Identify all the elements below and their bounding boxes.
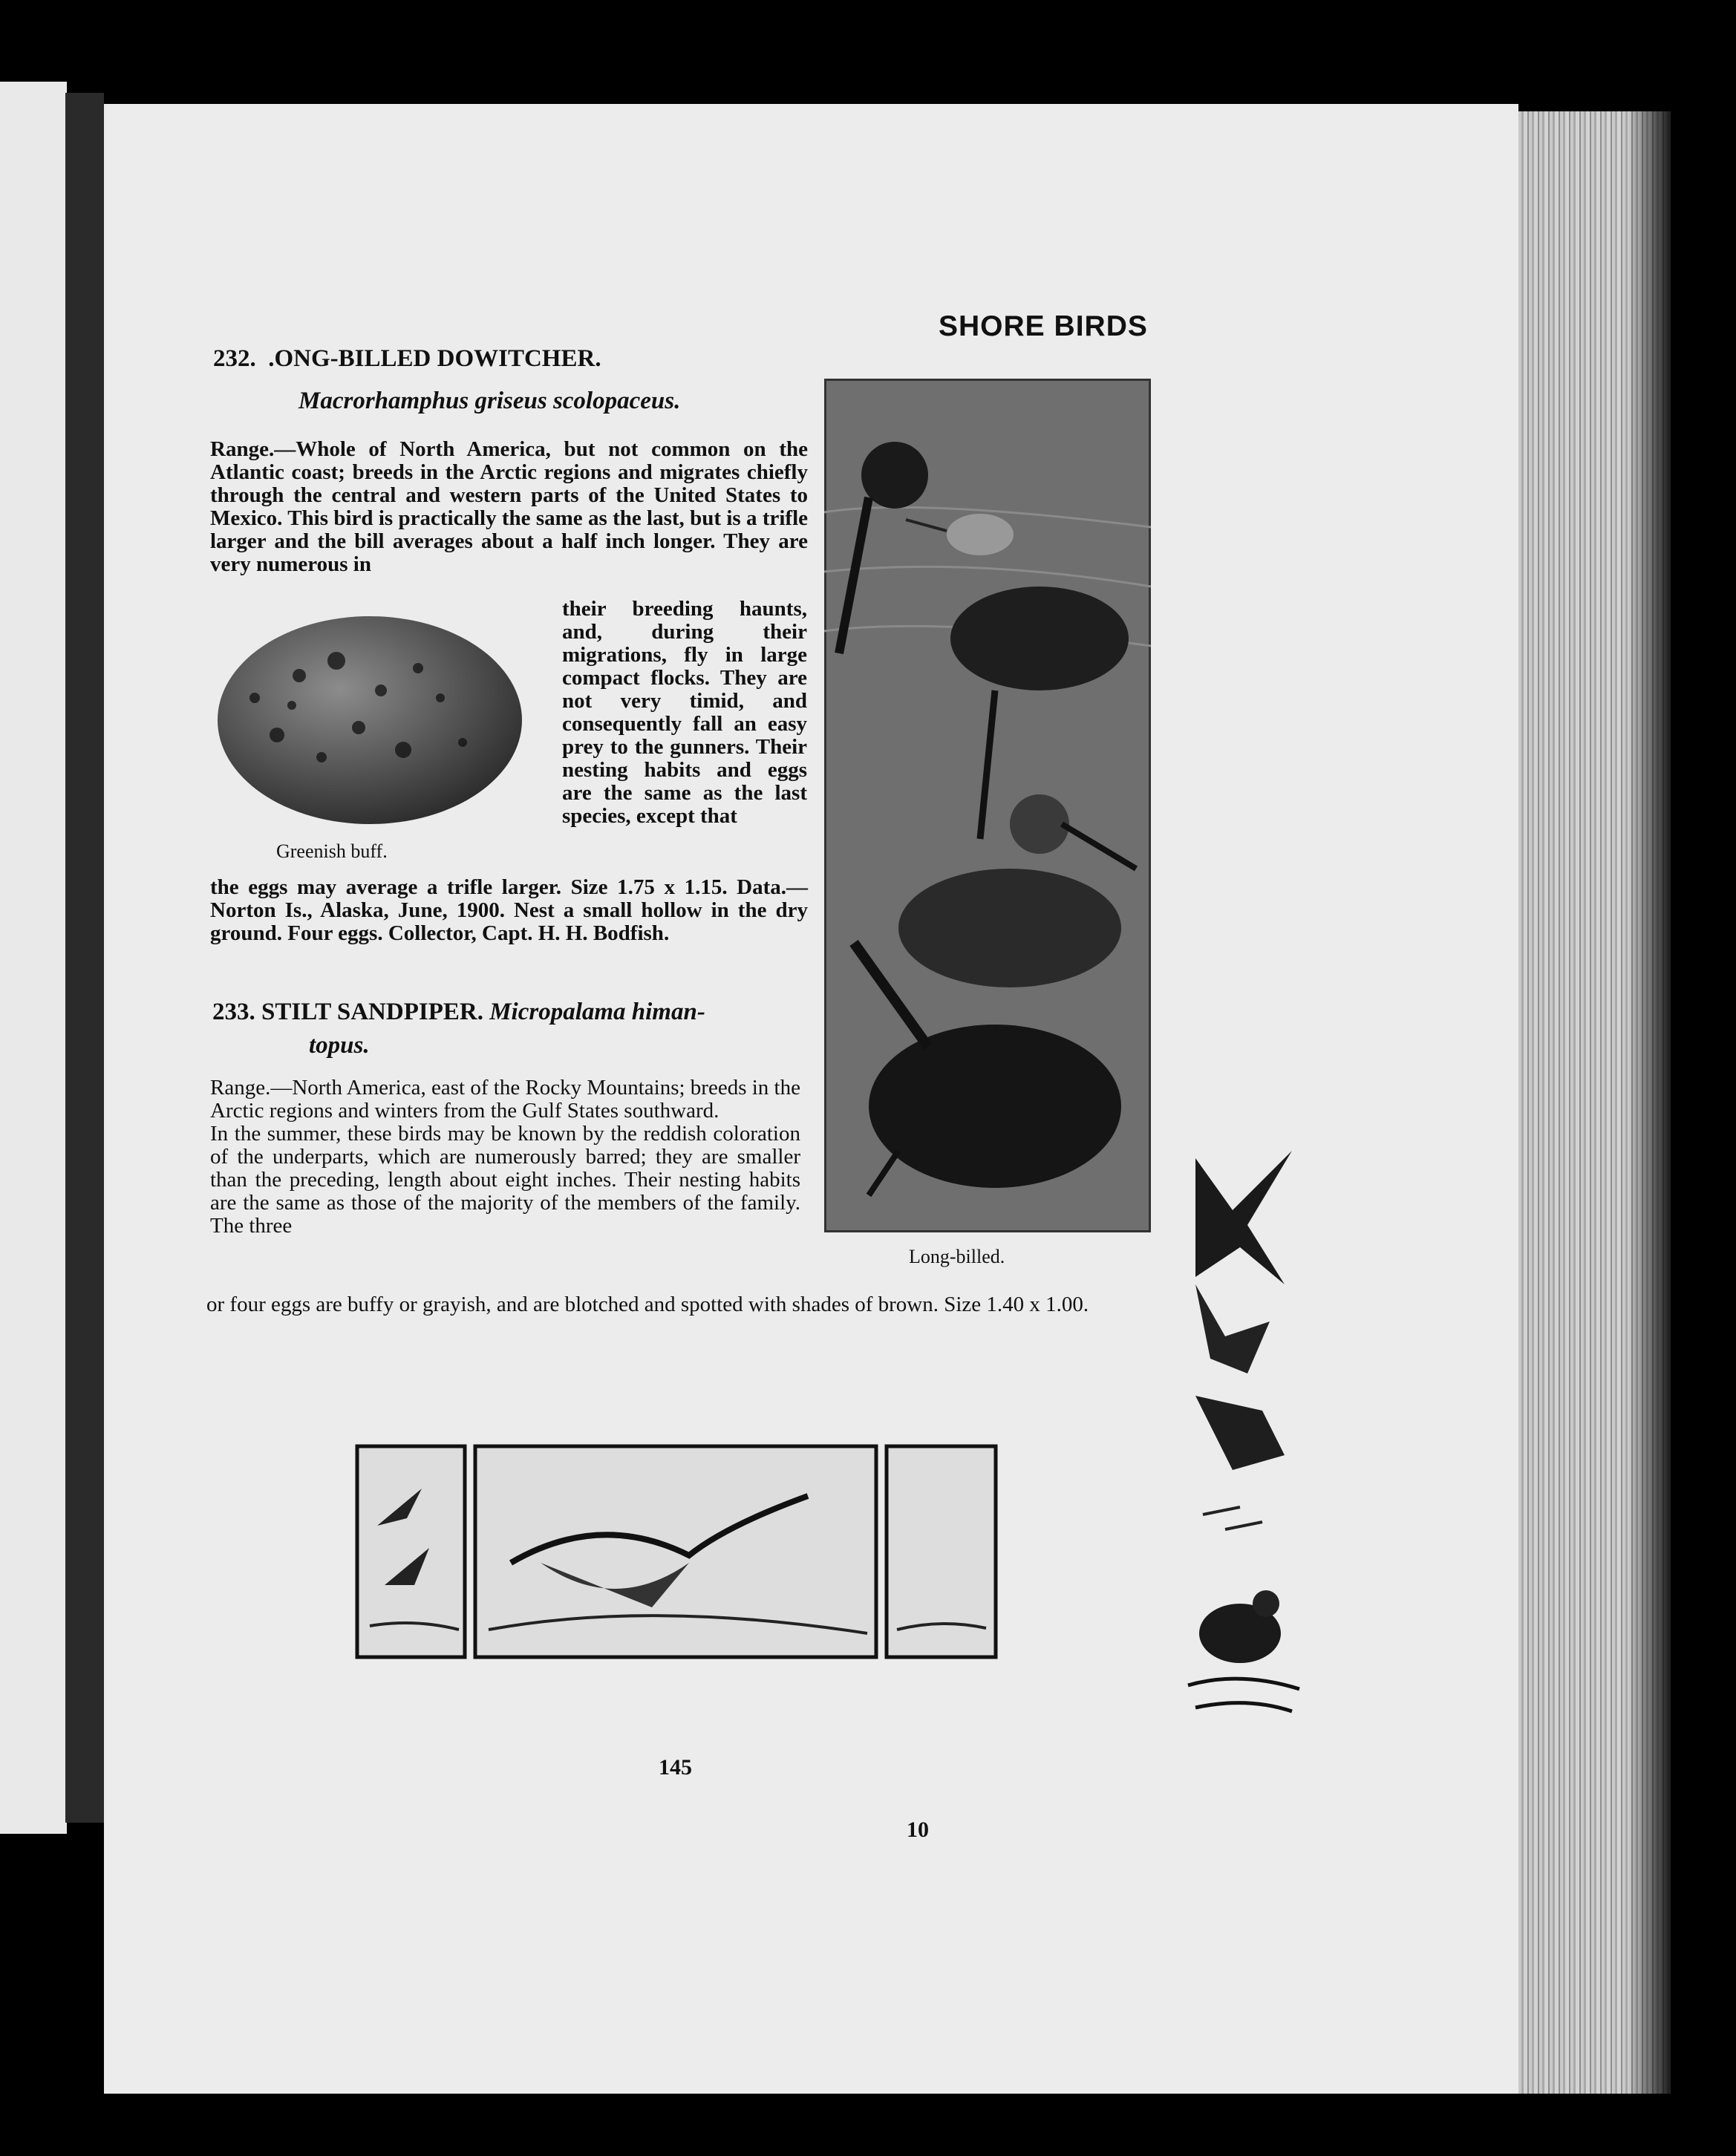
- egg-caption: Greenish buff.: [276, 840, 388, 862]
- page-number: 145: [659, 1755, 692, 1780]
- entry-number: 233.: [212, 999, 255, 1025]
- facing-page-edge: [0, 82, 67, 1834]
- page-edge-shadow: [1626, 111, 1671, 2094]
- signature-mark: 10: [907, 1817, 929, 1842]
- common-name: STILT SANDPIPER.: [261, 999, 483, 1025]
- range-paragraph: Range.—Whole of North America, but not common on the Atlantic coast; breeds in the Arctic regions and migrates chiefly through the central and western parts of the United States to Mexico. This bird is practically the same as the last, but is a trifle larger and the bill averages about a half inch longer. They are very numerous in: [210, 437, 808, 576]
- tailpiece-illustration: [355, 1444, 998, 1659]
- common-name: .ONG-BILLED DOWITCHER.: [262, 345, 601, 372]
- entry-number: 232.: [213, 345, 256, 372]
- plate-caption: Long-billed.: [909, 1246, 1005, 1267]
- book-gutter: [65, 93, 104, 1823]
- range-text: Range.—North America, east of the Rocky Mountains; breeds in the Arctic regions and winters from the Gulf States southward.: [210, 1076, 800, 1123]
- scientific-name: Macrorhamphus griseus scolopaceus.: [298, 388, 681, 414]
- running-head: SHORE BIRDS: [939, 310, 1148, 342]
- margin-birds-illustration: [1181, 1143, 1307, 1737]
- egg-data-paragraph: the eggs may average a trifle larger. Size 1.75 x 1.15. Data.—Norton Is., Alaska, June, 1900. Nest a small hollow in the dry ground. Four eggs. Collector, Capt. H. H. Bodfish.: [210, 875, 808, 945]
- body-text: In the summer, these birds may be known by the reddish coloration of the underparts, which are numerously barred; they are smaller than the preceding, length about eight inches. Their nesting habits are the same as those of the majority of the members of the family. The three: [210, 1122, 800, 1238]
- dowitcher-plate-illustration: [824, 379, 1151, 1232]
- stilt-range-paragraph: [210, 1077, 800, 1238]
- entry-233-heading: [212, 999, 705, 1026]
- scientific-name-continued: topus.: [309, 1032, 370, 1059]
- wrapped-paragraph: their breeding haunts, and, during their migrations, fly in large compact flocks. They are not very timid, and consequently fall an easy prey to the gunners. Their nesting habits and eggs are the same as the last species, except that: [562, 597, 807, 828]
- egg-illustration: [210, 609, 526, 832]
- stilt-closing-paragraph: or four eggs are buffy or grayish, and are blotched and spotted with shades of brown. Size 1.40 x 1.00.: [206, 1293, 1089, 1316]
- scientific-name: Micropalama himan-: [489, 999, 705, 1025]
- entry-232-heading: [213, 345, 601, 373]
